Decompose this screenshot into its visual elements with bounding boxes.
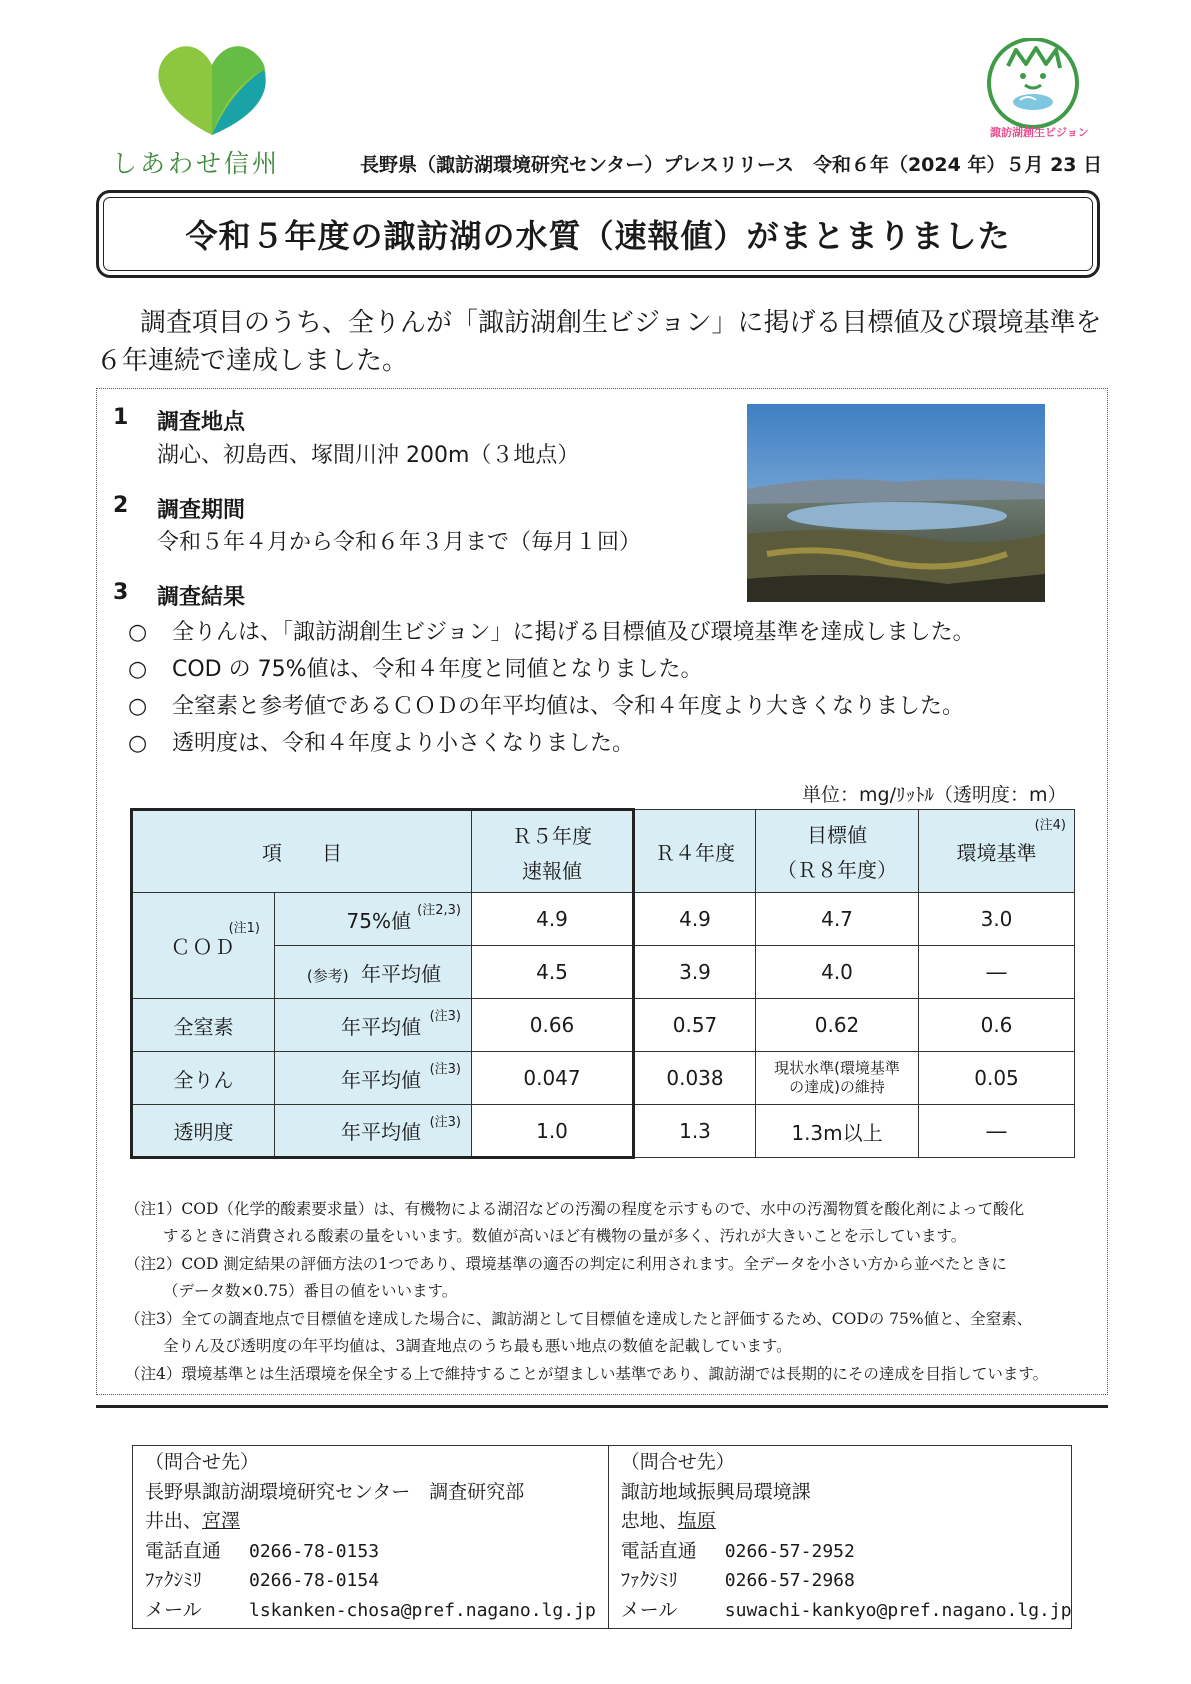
sub-item-cell	[275, 946, 472, 999]
contact-names	[145, 1507, 596, 1537]
section-number: 3	[113, 580, 129, 605]
bullet-mark: ○	[128, 657, 148, 682]
header-target	[756, 810, 919, 893]
fax-number: 0266-78-0154	[249, 1570, 380, 1591]
cell-standard: ―	[919, 1105, 1075, 1158]
suwako-vision-mascot-logo	[978, 38, 1088, 138]
sub-item-label: 75%値	[346, 908, 411, 933]
bullet-mark: ○	[128, 694, 148, 719]
section-body: 令和５年４月から令和６年３月まで（毎月１回）	[157, 530, 642, 555]
tel-number: 0266-78-0153	[249, 1540, 380, 1562]
footnote-line: するときに消費される酸素の量をいいます。数値が高いほど有機物の量が多く、汚れが大きいことを示しています。	[163, 1227, 967, 1245]
header-r5-line2: 速報値	[522, 858, 582, 883]
cell-r4: 0.038	[634, 1052, 756, 1105]
section-1	[113, 405, 246, 435]
contact-tel	[621, 1537, 1072, 1567]
footnote-ref: (注1)	[228, 921, 260, 936]
title-box	[96, 190, 1100, 278]
footnote-2	[125, 1251, 1007, 1305]
cell-r4: 1.3	[634, 1105, 756, 1158]
divider	[96, 1405, 1108, 1408]
contact-mail	[145, 1596, 596, 1626]
cell-r5: 0.66	[472, 999, 634, 1052]
result-bullet	[128, 726, 634, 757]
header-standard-label: 環境基準	[956, 840, 1037, 865]
footnote-ref: (注2,3)	[417, 903, 461, 918]
footnote-line: COD 測定結果の評価方法の1つであり、環境基準の適否の判定に利用されます。全データを小さい方から並べたときに	[181, 1255, 1007, 1273]
result-bullet	[128, 615, 975, 646]
footnote-3	[125, 1306, 1032, 1360]
mascot-caption: 諏訪湖創生ビジョン	[990, 126, 1089, 139]
header-target-line1: 目標値	[807, 823, 867, 847]
fax-label: ﾌｧｸｼﾐﾘ	[620, 1569, 678, 1591]
footnote-label: （注3）	[125, 1310, 182, 1328]
footnote-line: 全りん及び透明度の年平均値は、3調査地点のうち最も悪い地点の数値を記載しています。	[163, 1337, 792, 1355]
contact-name: 忠地、	[620, 1510, 678, 1532]
contact-names	[621, 1507, 1072, 1537]
footnote-line: 環境基準とは生活環境を保全する上で維持することが望ましい基準であり、諏訪湖では長期的にその達成を目指しています。	[181, 1365, 1049, 1383]
bullet-text: 透明度は、令和４年度より小さくなりました。	[172, 731, 635, 756]
section-number: 1	[113, 405, 129, 430]
section-number: 2	[113, 493, 129, 518]
footnote-label: （注4）	[125, 1365, 182, 1383]
bullet-text: 全りんは、「諏訪湖創生ビジョン」に掲げる目標値及び環境基準を達成しました。	[172, 620, 975, 645]
section-title: 調査結果	[157, 585, 246, 610]
footnote-1	[125, 1196, 1024, 1250]
heart-logo-icon	[152, 40, 272, 140]
footnote-line: COD（化学的酸素要求量）は、有機物による湖沼などの汚濁の程度を示すもので、水中の汚濁物質を酸化剤によって酸化	[181, 1200, 1025, 1218]
bullet-text: 全窒素と参考値であるＣＯＤの年平均値は、令和４年度より大きくなりました。	[172, 694, 965, 719]
tel-label: 電話直通	[620, 1539, 697, 1562]
contact-mail	[621, 1596, 1072, 1626]
sub-item-label: 年平均値	[361, 961, 441, 986]
mascot-icon	[978, 38, 1088, 138]
table-row	[132, 1052, 1075, 1105]
header-r5	[472, 810, 634, 893]
cell-target: 4.0	[756, 946, 919, 999]
cell-r4: 3.9	[634, 946, 756, 999]
item-cell: 透明度	[132, 1105, 275, 1158]
cell-target	[756, 1052, 919, 1105]
section-2	[113, 493, 246, 523]
item-cell: 全りん	[132, 1052, 275, 1105]
cell-target: 4.7	[756, 893, 919, 946]
press-release-line: 長野県（諏訪湖環境研究センター）プレスリリース 令和６年（2024 年）５月 23 日	[360, 154, 1103, 176]
sub-item-cell	[275, 999, 472, 1052]
cell-standard: 3.0	[919, 893, 1075, 946]
mail-label: メール	[620, 1598, 678, 1621]
header-item: 項 目	[132, 810, 472, 893]
footnote-ref: (注3)	[429, 1062, 461, 1077]
lead-paragraph: 調査項目のうち、全りんが「諏訪湖創生ビジョン」に掲げる目標値及び環境基準を６年連続で達成しました。	[96, 308, 1102, 376]
cod-label-cell	[132, 893, 275, 999]
footnote-ref: (注3)	[429, 1115, 461, 1130]
sub-item-label: 年平均値	[341, 1067, 421, 1092]
section-body: 湖心、初島西、塚間川沖 200m（３地点）	[157, 443, 580, 468]
bullet-mark: ○	[128, 731, 148, 756]
table-row	[132, 893, 1075, 946]
shiawase-shinshu-logo	[112, 40, 302, 178]
water-quality-table	[130, 808, 1075, 1159]
cell-standard: 0.05	[919, 1052, 1075, 1105]
contact-name-underlined: 塩原	[677, 1510, 716, 1532]
cell-r4: 4.9	[634, 893, 756, 946]
cell-r5: 1.0	[472, 1105, 634, 1158]
target-line1: 現状水準(環境基準	[774, 1059, 900, 1077]
footnote-ref: (注3)	[429, 1009, 461, 1024]
bullet-text: COD の 75%値は、令和４年度と同値となりました。	[172, 657, 703, 682]
contact-fax	[145, 1566, 596, 1596]
contact-org: 諏訪地域振興局環境課	[620, 1480, 811, 1503]
table-unit: 単位：mg/ﾘｯﾄﾙ（透明度：m）	[802, 784, 1067, 806]
bullet-mark: ○	[128, 620, 148, 645]
table-row	[132, 1105, 1075, 1158]
contact-box	[132, 1445, 1072, 1629]
section-title: 調査地点	[157, 410, 246, 435]
mail-label: メール	[145, 1598, 202, 1621]
page-title: 令和５年度の諏訪湖の水質（速報値）がまとまりました	[185, 217, 1011, 255]
cod-label: ＣＯＤ	[170, 935, 237, 959]
footnote-label: （注2）	[125, 1255, 182, 1273]
cell-r5: 4.9	[472, 893, 634, 946]
cell-target: 1.3m以上	[756, 1105, 919, 1158]
sub-item-cell	[275, 1052, 472, 1105]
footnote-ref: (注4)	[1034, 818, 1066, 833]
contact-org: 長野県諏訪湖環境研究センター 調査研究部	[145, 1480, 525, 1503]
tel-number: 0266-57-2952	[724, 1540, 855, 1562]
lake-aerial-photo	[747, 404, 1045, 602]
header-standard	[919, 810, 1075, 893]
cell-target: 0.62	[756, 999, 919, 1052]
sub-item-cell	[275, 893, 472, 946]
contact-tel	[145, 1537, 596, 1567]
sub-item-label: 年平均値	[341, 1120, 421, 1144]
sub-item-prefix: (参考)	[306, 966, 349, 985]
contact-research-center	[133, 1446, 608, 1628]
section-3	[113, 580, 246, 610]
contact-name: 井出、	[145, 1510, 203, 1532]
section-title: 調査期間	[157, 498, 246, 523]
contact-name-underlined: 宮澤	[202, 1510, 241, 1532]
header-target-line2: （Ｒ８年度）	[777, 858, 897, 882]
header-r4: Ｒ４年度	[634, 810, 756, 893]
footnote-line: 全ての調査地点で目標値を達成した場合に、諏訪湖として目標値を達成したと評価するため、CODの 75%値と、全窒素、	[181, 1310, 1033, 1328]
target-line2: の達成)の維持	[789, 1078, 885, 1096]
cell-standard: 0.6	[919, 999, 1075, 1052]
item-cell: 全窒素	[132, 999, 275, 1052]
footnote-4	[125, 1361, 1048, 1388]
brand-text: しあわせ信州	[112, 149, 281, 178]
mail-address[interactable]: lskanken-chosa@pref.nagano.lg.jp	[249, 1599, 596, 1621]
contact-regional-office	[608, 1446, 1084, 1628]
tel-label: 電話直通	[145, 1539, 222, 1562]
header-r5-line1: Ｒ５年度	[512, 823, 592, 848]
contact-fax	[621, 1566, 1072, 1596]
cell-r4: 0.57	[634, 999, 756, 1052]
fax-number: 0266-57-2968	[724, 1570, 855, 1591]
footnote-line: （データ数×0.75）番目の値をいいます。	[163, 1282, 458, 1300]
footnote-label: （注1）	[125, 1200, 182, 1218]
result-bullet	[128, 652, 703, 683]
table-header-row	[132, 810, 1075, 893]
contact-heading: （問合せ先）	[145, 1451, 260, 1473]
sub-item-cell	[275, 1105, 472, 1158]
result-bullet	[128, 689, 964, 720]
cell-r5: 4.5	[472, 946, 634, 999]
cell-standard: ―	[919, 946, 1075, 999]
contact-heading: （問合せ先）	[620, 1451, 735, 1473]
sub-item-label: 年平均値	[341, 1014, 421, 1039]
cell-r5: 0.047	[472, 1052, 634, 1105]
mail-address[interactable]: suwachi-kankyo@pref.nagano.lg.jp	[724, 1599, 1072, 1621]
fax-label: ﾌｧｸｼﾐﾘ	[145, 1569, 203, 1591]
table-row	[132, 999, 1075, 1052]
